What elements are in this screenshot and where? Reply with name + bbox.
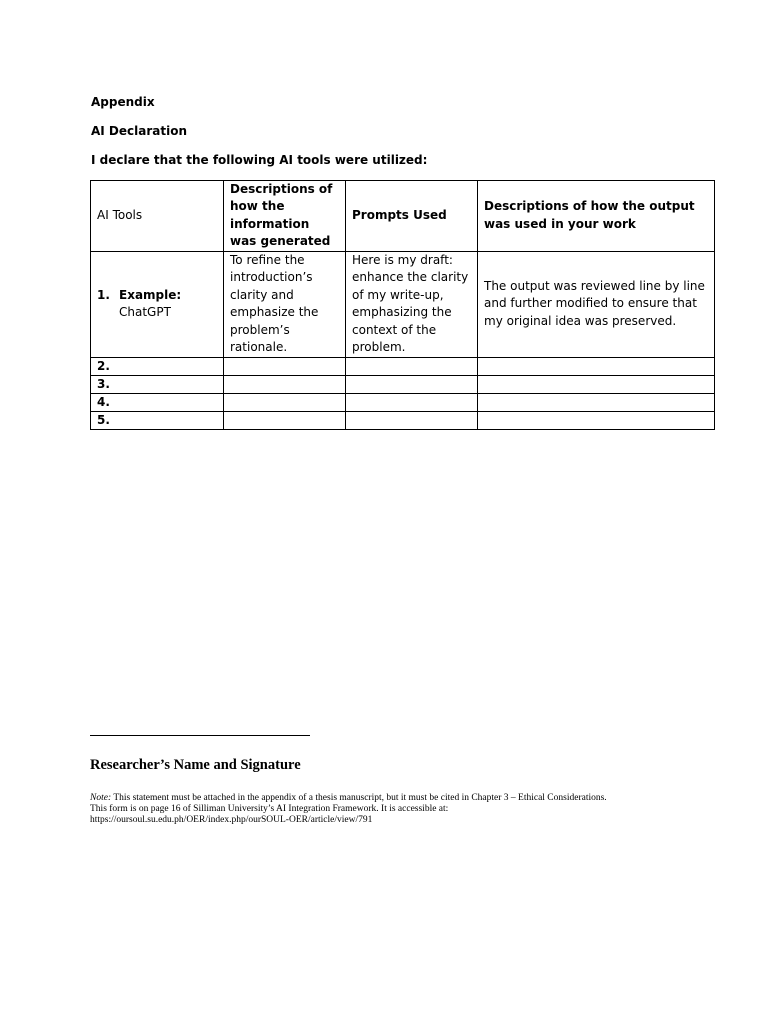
empty-cell	[478, 411, 715, 429]
table-row	[91, 357, 715, 375]
row-number: 2.	[91, 357, 224, 375]
row-number: 1.	[97, 287, 110, 302]
cell-example-description: To refine the introduction’s clarity and emphasize the problem’s rationale.	[224, 251, 346, 357]
empty-cell	[478, 393, 715, 411]
note-line-1: This statement must be attached in the appendix of a thesis manuscript, but it must be cited in Chapter 3 – Ethical Considerations.	[111, 793, 607, 803]
empty-cell	[224, 357, 346, 375]
example-tool-name: ChatGPT	[119, 305, 171, 320]
ai-tools-table	[90, 180, 715, 430]
empty-cell	[346, 375, 478, 393]
note-label: Note:	[90, 793, 112, 803]
example-label: Example:	[119, 287, 182, 302]
empty-cell	[224, 393, 346, 411]
ai-declaration-heading: AI Declaration	[91, 124, 188, 138]
row-number: 4.	[91, 393, 224, 411]
row-number: 3.	[91, 375, 224, 393]
footnote	[90, 793, 690, 826]
empty-cell	[346, 411, 478, 429]
header-output-usage: Descriptions of how the output was used in your work	[478, 181, 715, 252]
note-line-2: This form is on page 16 of Silliman University’s AI Integration Framework. It is accessible at:	[90, 804, 449, 814]
cell-example-usage: The output was reviewed line by line and further modified to ensure that my original idea was preserved.	[478, 251, 715, 357]
cell-example-prompt: Here is my draft: enhance the clarity of my write-up, emphasizing the context of the problem.	[346, 251, 478, 357]
row-number: 5.	[91, 411, 224, 429]
table-header-row	[91, 181, 715, 252]
empty-cell	[478, 357, 715, 375]
header-ai-tools: AI Tools	[91, 181, 224, 252]
table-row	[91, 411, 715, 429]
empty-cell	[346, 393, 478, 411]
cell-example-tool	[91, 251, 224, 357]
table-row	[91, 393, 715, 411]
empty-cell	[478, 375, 715, 393]
declaration-statement: I declare that the following AI tools were utilized:	[91, 153, 428, 167]
table-row-example	[91, 251, 715, 357]
empty-cell	[224, 411, 346, 429]
header-descriptions-generated: Descriptions of how the information was generated	[224, 181, 346, 252]
signature-label: Researcher’s Name and Signature	[90, 757, 301, 773]
signature-line	[90, 735, 310, 736]
empty-cell	[224, 375, 346, 393]
empty-cell	[346, 357, 478, 375]
header-prompts-used: Prompts Used	[346, 181, 478, 252]
note-url: https://oursoul.su.edu.ph/OER/index.php/ourSOUL-OER/article/view/791	[90, 815, 373, 825]
table-row	[91, 375, 715, 393]
appendix-heading: Appendix	[91, 95, 155, 109]
